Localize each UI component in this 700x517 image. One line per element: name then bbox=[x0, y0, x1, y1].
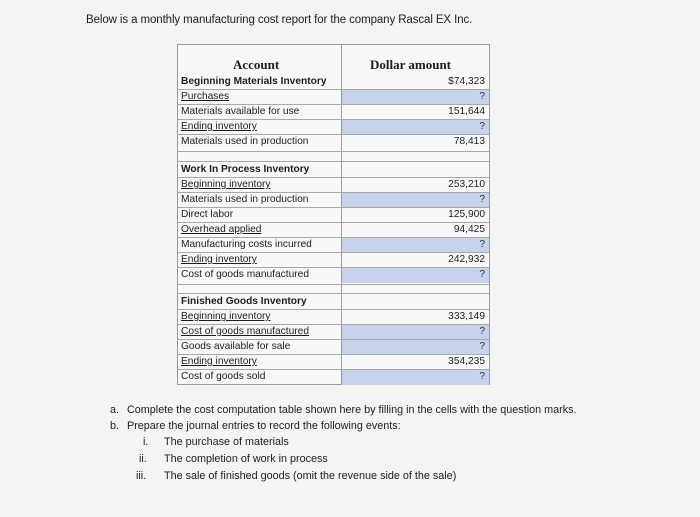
row-label: Beginning inventory bbox=[181, 179, 271, 190]
row-label: Overhead applied bbox=[181, 224, 262, 235]
table-row bbox=[178, 192, 489, 208]
row-label: Cost of goods manufactured bbox=[181, 326, 309, 337]
table-row bbox=[178, 75, 489, 90]
row-amount-unknown[interactable]: ? bbox=[342, 120, 489, 135]
table-row bbox=[178, 177, 489, 193]
row-amount-unknown[interactable]: ? bbox=[342, 90, 489, 105]
item-marker: i. bbox=[143, 436, 149, 448]
table-row bbox=[178, 119, 489, 135]
row-label: Materials available for use bbox=[181, 106, 300, 117]
row-amount: 333,149 bbox=[342, 310, 489, 325]
table-row bbox=[178, 207, 489, 223]
row-label: Purchases bbox=[181, 91, 230, 102]
row-label: Beginning inventory bbox=[181, 311, 271, 322]
item-marker: ii. bbox=[139, 453, 147, 465]
table-row bbox=[178, 222, 489, 238]
row-amount bbox=[342, 163, 489, 178]
row-amount: 78,413 bbox=[342, 135, 489, 150]
row-label: Direct labor bbox=[181, 209, 234, 220]
table-row bbox=[178, 369, 489, 385]
row-amount-unknown[interactable]: ? bbox=[342, 340, 489, 355]
row-amount-unknown[interactable]: ? bbox=[342, 238, 489, 253]
table-row bbox=[178, 324, 489, 340]
table-row bbox=[178, 295, 489, 310]
row-label: Cost of goods manufactured bbox=[181, 269, 309, 280]
section-divider bbox=[178, 151, 489, 152]
row-label: Ending inventory bbox=[181, 121, 257, 132]
question-marker: b. bbox=[110, 420, 120, 432]
section-title: Finished Goods Inventory bbox=[181, 296, 307, 307]
table-row bbox=[178, 237, 489, 253]
section-divider bbox=[178, 284, 489, 285]
table-row bbox=[178, 267, 489, 283]
row-label: Ending inventory bbox=[181, 356, 257, 367]
table-row bbox=[178, 252, 489, 268]
intro-text: Below is a monthly manufacturing cost report for the company Rascal EX Inc. bbox=[86, 14, 473, 26]
row-amount: $74,323 bbox=[342, 75, 489, 90]
table-row bbox=[178, 339, 489, 355]
row-amount: 125,900 bbox=[342, 208, 489, 223]
table-row bbox=[178, 354, 489, 370]
row-amount: 253,210 bbox=[342, 178, 489, 193]
row-label: Materials used in production bbox=[181, 194, 309, 205]
row-amount-unknown[interactable]: ? bbox=[342, 370, 489, 385]
cost-report-table bbox=[177, 44, 490, 385]
question-text: Complete the cost computation table shown here by filling in the cells with the question marks. bbox=[127, 404, 577, 416]
row-label: Manufacturing costs incurred bbox=[181, 239, 312, 250]
row-label: Ending inventory bbox=[181, 254, 257, 265]
table-row bbox=[178, 163, 489, 178]
row-label: Goods available for sale bbox=[181, 341, 291, 352]
table-row bbox=[178, 89, 489, 105]
header-dollar-amount: Dollar amount bbox=[370, 57, 452, 72]
item-text: The sale of finished goods (omit the revenue side of the sale) bbox=[164, 470, 457, 482]
row-label: Cost of goods sold bbox=[181, 371, 266, 382]
row-label: Materials used in production bbox=[181, 136, 309, 147]
section-divider bbox=[178, 161, 489, 162]
row-amount: 354,235 bbox=[342, 355, 489, 370]
row-amount: 242,932 bbox=[342, 253, 489, 268]
item-marker: iii. bbox=[136, 470, 147, 482]
row-amount-unknown[interactable]: ? bbox=[342, 325, 489, 340]
section-title: Work In Process Inventory bbox=[181, 164, 310, 175]
question-text: Prepare the journal entries to record the following events: bbox=[127, 420, 401, 432]
row-label: Beginning Materials Inventory bbox=[181, 76, 327, 87]
section-divider bbox=[178, 293, 489, 294]
table-row bbox=[178, 104, 489, 120]
header-account: Account bbox=[233, 57, 280, 72]
row-amount-unknown[interactable]: ? bbox=[342, 268, 489, 283]
row-amount: 94,425 bbox=[342, 223, 489, 238]
table-row bbox=[178, 134, 489, 150]
item-text: The purchase of materials bbox=[164, 436, 289, 448]
table-row bbox=[178, 309, 489, 325]
item-text: The completion of work in process bbox=[164, 453, 328, 465]
row-amount: 151,644 bbox=[342, 105, 489, 120]
question-marker: a. bbox=[110, 404, 120, 416]
row-amount-unknown[interactable]: ? bbox=[342, 193, 489, 208]
row-amount bbox=[342, 295, 489, 310]
